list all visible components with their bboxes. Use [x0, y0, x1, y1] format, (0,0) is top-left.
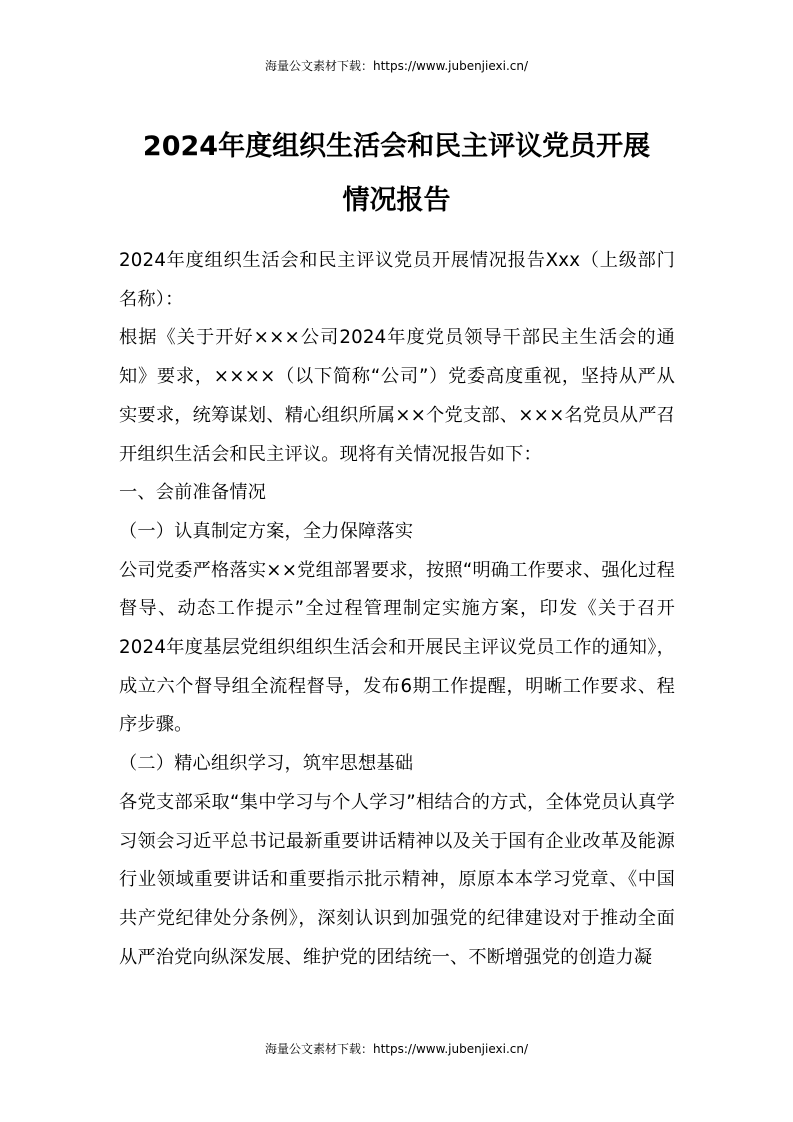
document-title	[100, 120, 693, 228]
paragraph-study: 各党支部采取“集中学习与个人学习”相结合的方式，全体党员认真学习领会习近平总书记最新重要讲话精神以及关于国有企业改革及能源行业领域重要讲话和重要指示批示精神，原原本本学习党章、《中国共产党纪律处分条例》，深刻认识到加强党的纪律建设对于推动全面从严治党向纵深发展、维护党的团结统一、不断增强党的创造力凝	[119, 791, 675, 968]
document-title-line-1: 2024年度组织生活会和民主评议党员开展	[142, 131, 651, 162]
section-heading-1: 一、会前准备情况	[119, 482, 267, 504]
footer-source-note: 海量公文素材下载：https://www.jubenjiexi.cn/	[264, 1042, 529, 1056]
subsection-heading-2: （二）精心组织学习，筑牢思想基础	[119, 753, 414, 775]
header-source-note: 海量公文素材下载：https://www.jubenjiexi.cn/	[264, 59, 529, 73]
subsection-heading-1: （一）认真制定方案，全力保障落实	[119, 520, 414, 542]
paragraph-salutation: 2024年度组织生活会和民主评议党员开展情况报告Xxx（上级部门名称）：	[119, 250, 675, 310]
document-title-line-2: 情况报告	[342, 185, 451, 216]
paragraph-intro: 根据《关于开好×××公司2024年度党员领导干部民主生活会的通知》要求，××××（以下简称“公司”）党委高度重视，坚持从严从实要求，统筹谋划、精心组织所属××个党支部、×××名党员从严召开组织生活会和民主评议。现将有关情况报告如下：	[119, 327, 675, 465]
paragraph-plan: 公司党委严格落实××党组部署要求，按照“明确工作要求、强化过程督导、动态工作提示”全过程管理制定实施方案，印发《关于召开2024年度基层党组织组织生活会和开展民主评议党员工作的通知》，成立六个督导组全流程督导，发布6期工作提醒，明晰工作要求、程序步骤。	[119, 559, 675, 736]
document-body	[119, 242, 675, 977]
